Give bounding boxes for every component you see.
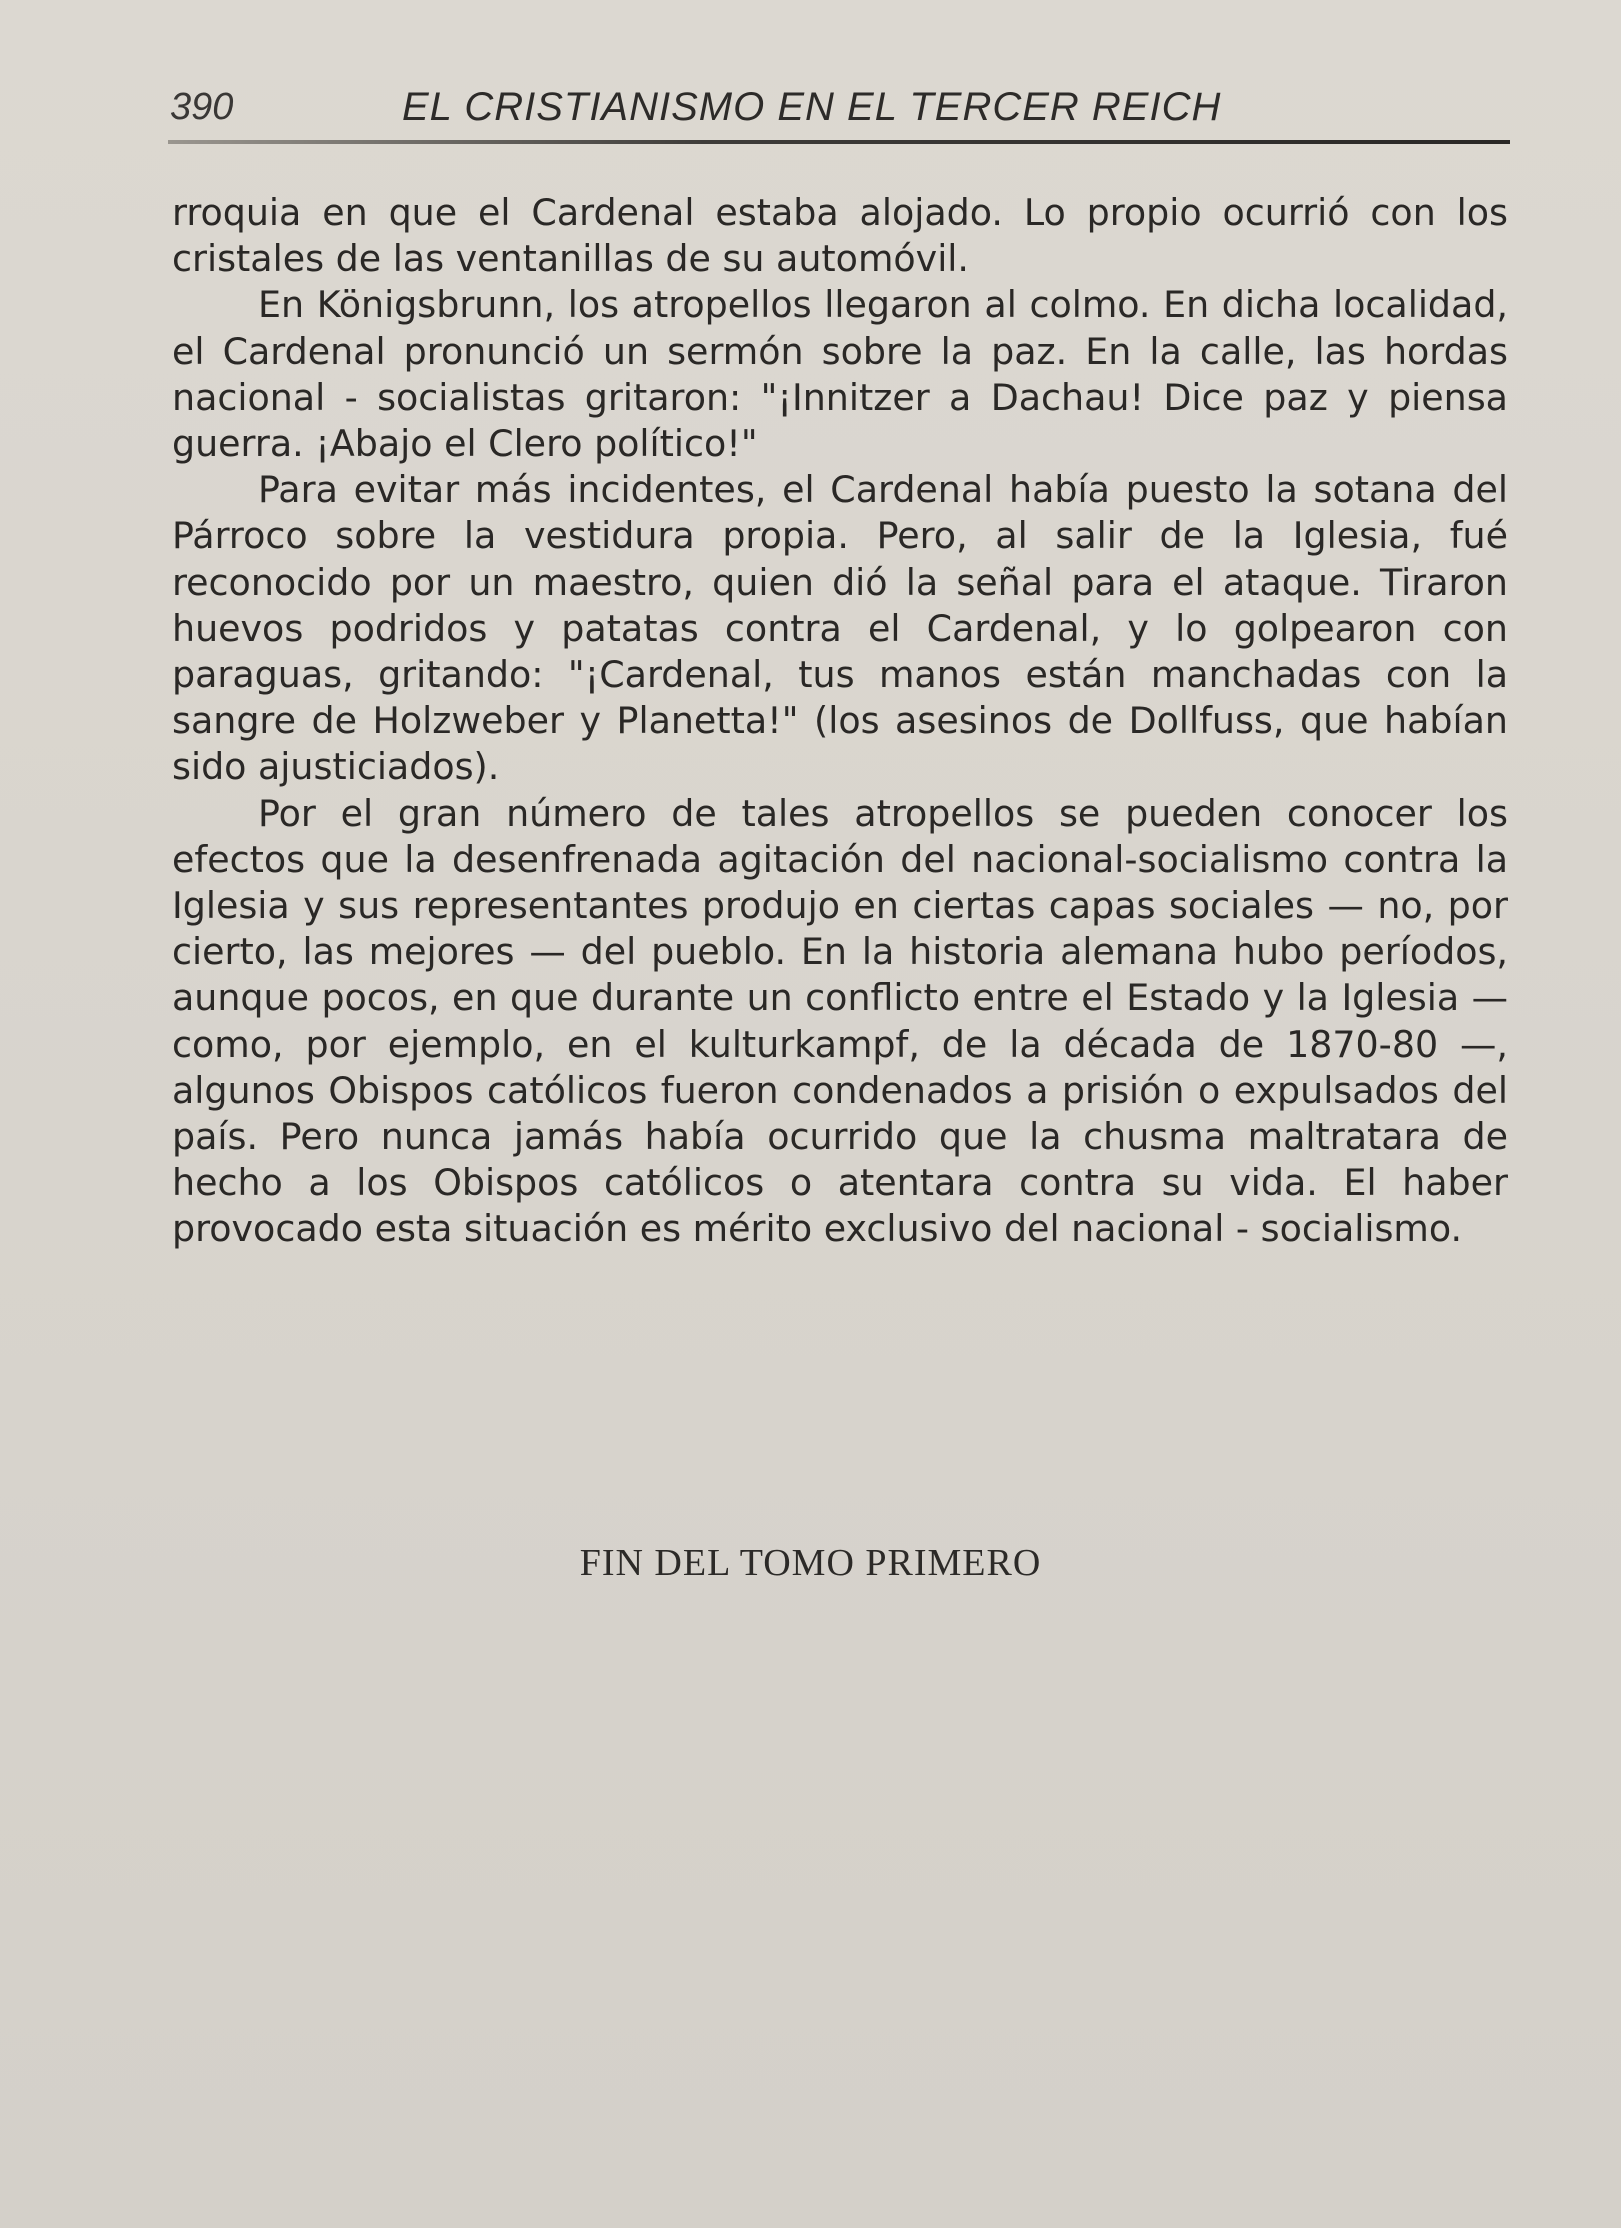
paragraph-atropellos: Por el gran número de tales atropellos se pueden conocer los efectos que la desenfrenada agitación del nacional-socialismo contra la Iglesia y sus representantes produjo en ciertas capas sociales — no, por cierto, las mejores — del pueblo. En la historia alemana hubo períodos, aunque pocos, en que durante un conflicto entre el Estado y la Iglesia — como, por ejemplo, en el kulturkampf, de la década de 1870-80 —, algunos Obispos católicos fueron condenados a prisión o expulsados del país. Pero nunca jamás había ocurrido que la chusma maltratara de hecho a los Obispos católicos o atentara contra su vida. El haber provocado esta situación es mérito exclusivo del nacional - socialismo. xyxy=(172,791,1508,1251)
paragraph-konigsbrunn: En Königsbrunn, los atropellos llegaron al colmo. En dicha localidad, el Cardenal pronunció un sermón sobre la paz. En la calle, las hordas nacional - socialistas gritaron: "¡Innitzer a Dachau! Dice paz y piensa guerra. ¡Abajo el Clero político!" xyxy=(172,283,1508,466)
running-head xyxy=(170,82,1510,142)
paragraph-continuation: rroquia en que el Cardenal estaba alojado. Lo propio ocurrió con los cristales de las ventanillas de su automóvil. xyxy=(172,191,1508,281)
body-text xyxy=(172,190,1508,1253)
book-title: EL CRISTIANISMO EN EL TERCER REICH xyxy=(402,85,1222,129)
header-rule xyxy=(168,140,1510,144)
page-number: 390 xyxy=(170,86,234,128)
paragraph-sotana: Para evitar más incidentes, el Cardenal había puesto la sotana del Párroco sobre la vestidura propia. Pero, al salir de la Iglesia, fué reconocido por un maestro, quien dió la señal para el ataque. Tiraron huevos podridos y patatas contra el Cardenal, y lo golpearon con paraguas, gritando: "¡Cardenal, tus manos están manchadas con la sangre de Holzweber y Planetta!" (los asesinos de Dollfuss, que habían sido ajusticiados). xyxy=(172,468,1508,789)
end-of-volume-note: FIN DEL TOMO PRIMERO xyxy=(579,1542,1042,1584)
